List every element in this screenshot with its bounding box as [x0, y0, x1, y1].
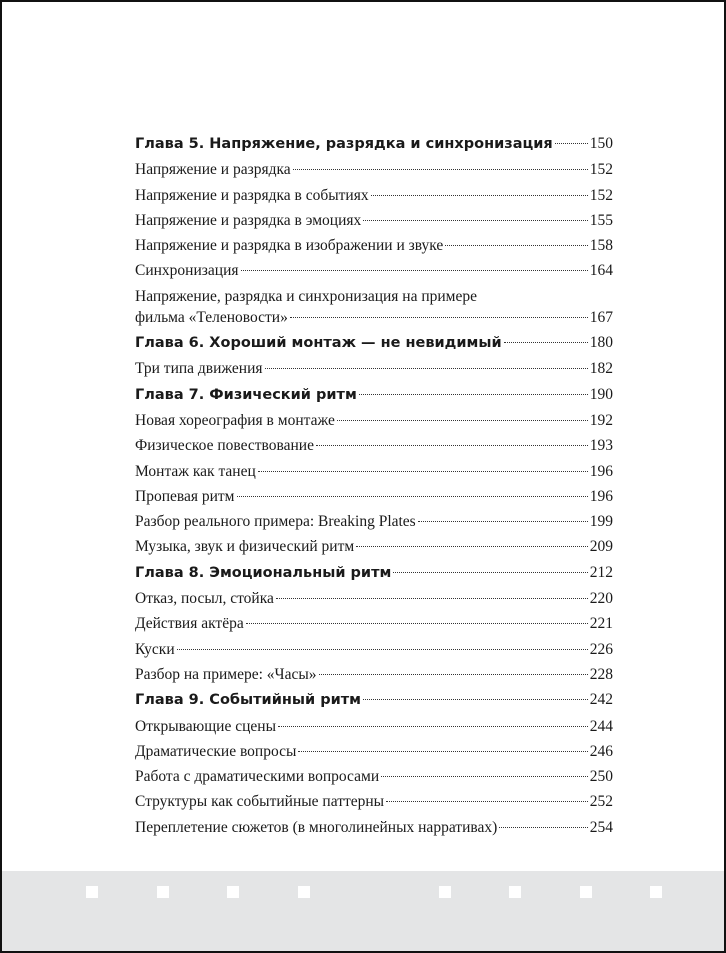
dot-leader	[290, 317, 588, 318]
toc-entry	[135, 639, 613, 660]
toc-title: Монтаж как танец	[135, 462, 256, 480]
toc-title: Открывающие сцены	[135, 717, 276, 735]
toc-entry	[135, 486, 613, 507]
toc-page-number: 150	[589, 135, 613, 152]
toc-page-number: 212	[589, 563, 613, 581]
toc-entry	[135, 716, 613, 737]
dot-leader	[418, 521, 588, 522]
toc-entry	[135, 817, 613, 838]
dot-leader	[393, 572, 587, 573]
toc-page-number: 196	[589, 487, 613, 505]
toc-title: Действия актёра	[135, 615, 244, 633]
toc-page-number: 182	[589, 360, 613, 378]
toc-title: Работа с драматическими вопросами	[135, 768, 380, 786]
toc-title: Напряжение и разрядка в событиях	[135, 186, 369, 204]
toc-page-number: 226	[589, 640, 613, 658]
toc-page-number: 221	[589, 615, 613, 633]
toc-page-number: 199	[589, 513, 613, 531]
dot-leader	[265, 368, 588, 369]
toc-entry	[135, 741, 613, 762]
toc-title: Глава 8. Эмоциональный ритм	[135, 564, 392, 581]
toc-page-number: 158	[589, 237, 613, 255]
toc-entry	[135, 159, 613, 180]
toc-title-line-1: Напряжение, разрядка и синхронизация на примере	[135, 287, 477, 305]
toc-chapter-9	[135, 689, 613, 711]
toc-entry	[135, 185, 613, 206]
binding-hole	[509, 886, 521, 898]
toc-title: Синхронизация	[135, 262, 239, 280]
binding-hole	[298, 886, 310, 898]
toc-title: Физическое повествование	[135, 437, 314, 455]
dot-leader	[177, 649, 588, 650]
toc-entry	[135, 210, 613, 231]
toc-chapter-5	[135, 133, 613, 155]
toc-title: Глава 5. Напряжение, разрядка и синхронизация	[135, 136, 553, 152]
toc-title: Переплетение сюжетов (в многолинейных нарративах)	[135, 818, 498, 836]
dot-leader	[555, 143, 588, 144]
toc-title: Драматические вопросы	[135, 742, 297, 760]
toc-page-number: 192	[589, 411, 613, 429]
toc-title: Куски	[135, 640, 175, 658]
toc-title: Напряжение и разрядка в эмоциях	[135, 211, 362, 229]
toc-page-number: 152	[589, 161, 613, 179]
toc-title: Новая хореография в монтаже	[135, 411, 335, 429]
table-of-contents	[135, 133, 613, 842]
toc-entry-multiline	[135, 286, 613, 328]
binding-hole	[650, 886, 662, 898]
toc-title: Пропевая ритм	[135, 487, 235, 505]
toc-page-number: 252	[589, 793, 613, 811]
toc-title: Напряжение и разрядка в изображении и звуке	[135, 237, 444, 255]
binding-hole	[439, 886, 451, 898]
toc-page-number: 196	[589, 462, 613, 480]
dot-leader	[445, 245, 587, 246]
toc-entry	[135, 435, 613, 456]
dot-leader	[293, 169, 588, 170]
dot-leader	[298, 751, 587, 752]
footer-band	[2, 871, 724, 951]
toc-chapter-6	[135, 332, 613, 354]
toc-entry	[135, 536, 613, 557]
toc-entry	[135, 461, 613, 482]
dot-leader	[237, 496, 588, 497]
toc-entry	[135, 588, 613, 609]
toc-title-line-2: фильма «Теленовости»	[135, 308, 288, 326]
dot-leader	[356, 546, 588, 547]
dot-leader	[241, 270, 588, 271]
dot-leader	[381, 776, 588, 777]
dot-leader	[363, 220, 588, 221]
toc-title: Глава 6. Хороший монтаж — не невидимый	[135, 335, 502, 352]
dot-leader	[276, 598, 588, 599]
toc-page-number: 228	[589, 665, 613, 683]
dot-leader	[504, 342, 588, 343]
toc-page-number: 155	[589, 211, 613, 229]
toc-title: Музыка, звук и физический ритм	[135, 538, 355, 556]
binding-hole	[580, 886, 592, 898]
toc-title: Разбор на примере: «Часы»	[135, 665, 317, 683]
binding-hole	[227, 886, 239, 898]
toc-page-number: 254	[589, 818, 613, 836]
dot-leader	[246, 623, 588, 624]
toc-entry	[135, 358, 613, 379]
binding-hole	[157, 886, 169, 898]
toc-entry	[135, 791, 613, 812]
dot-leader	[258, 471, 588, 472]
dot-leader	[363, 699, 588, 700]
toc-page-number: 250	[589, 768, 613, 786]
toc-title: Разбор реального примера: Breaking Plates	[135, 513, 416, 531]
toc-title: Структуры как событийные паттерны	[135, 793, 385, 811]
toc-entry	[135, 511, 613, 532]
dot-leader	[319, 674, 588, 675]
toc-entry	[135, 664, 613, 685]
toc-title: Напряжение и разрядка	[135, 161, 291, 179]
toc-page-number: 246	[589, 742, 613, 760]
toc-page-number: 209	[589, 538, 613, 556]
toc-entry	[135, 410, 613, 431]
toc-title: Глава 7. Физический ритм	[135, 386, 357, 403]
toc-page-number: 242	[589, 691, 613, 709]
toc-page-number: 180	[589, 334, 613, 352]
toc-title: Три типа движения	[135, 360, 263, 378]
dot-leader	[278, 726, 588, 727]
dot-leader	[316, 445, 588, 446]
toc-entry	[135, 613, 613, 634]
toc-page-number: 193	[589, 437, 613, 455]
toc-entry	[135, 235, 613, 256]
toc-chapter-8	[135, 562, 613, 584]
toc-page-number: 190	[589, 385, 613, 403]
toc-chapter-7	[135, 384, 613, 406]
dot-leader	[337, 420, 588, 421]
dot-leader	[386, 801, 588, 802]
dot-leader	[359, 394, 588, 395]
toc-page-number: 167	[589, 308, 613, 326]
toc-page-number: 164	[589, 262, 613, 280]
toc-page-number: 220	[589, 590, 613, 608]
toc-entry	[135, 766, 613, 787]
toc-title: Глава 9. Событийный ритм	[135, 692, 361, 709]
toc-page-number: 152	[589, 186, 613, 204]
toc-entry	[135, 260, 613, 281]
dot-leader	[499, 827, 587, 828]
toc-page-number: 244	[589, 717, 613, 735]
dot-leader	[371, 195, 588, 196]
toc-title: Отказ, посыл, стойка	[135, 590, 274, 608]
binding-hole	[86, 886, 98, 898]
